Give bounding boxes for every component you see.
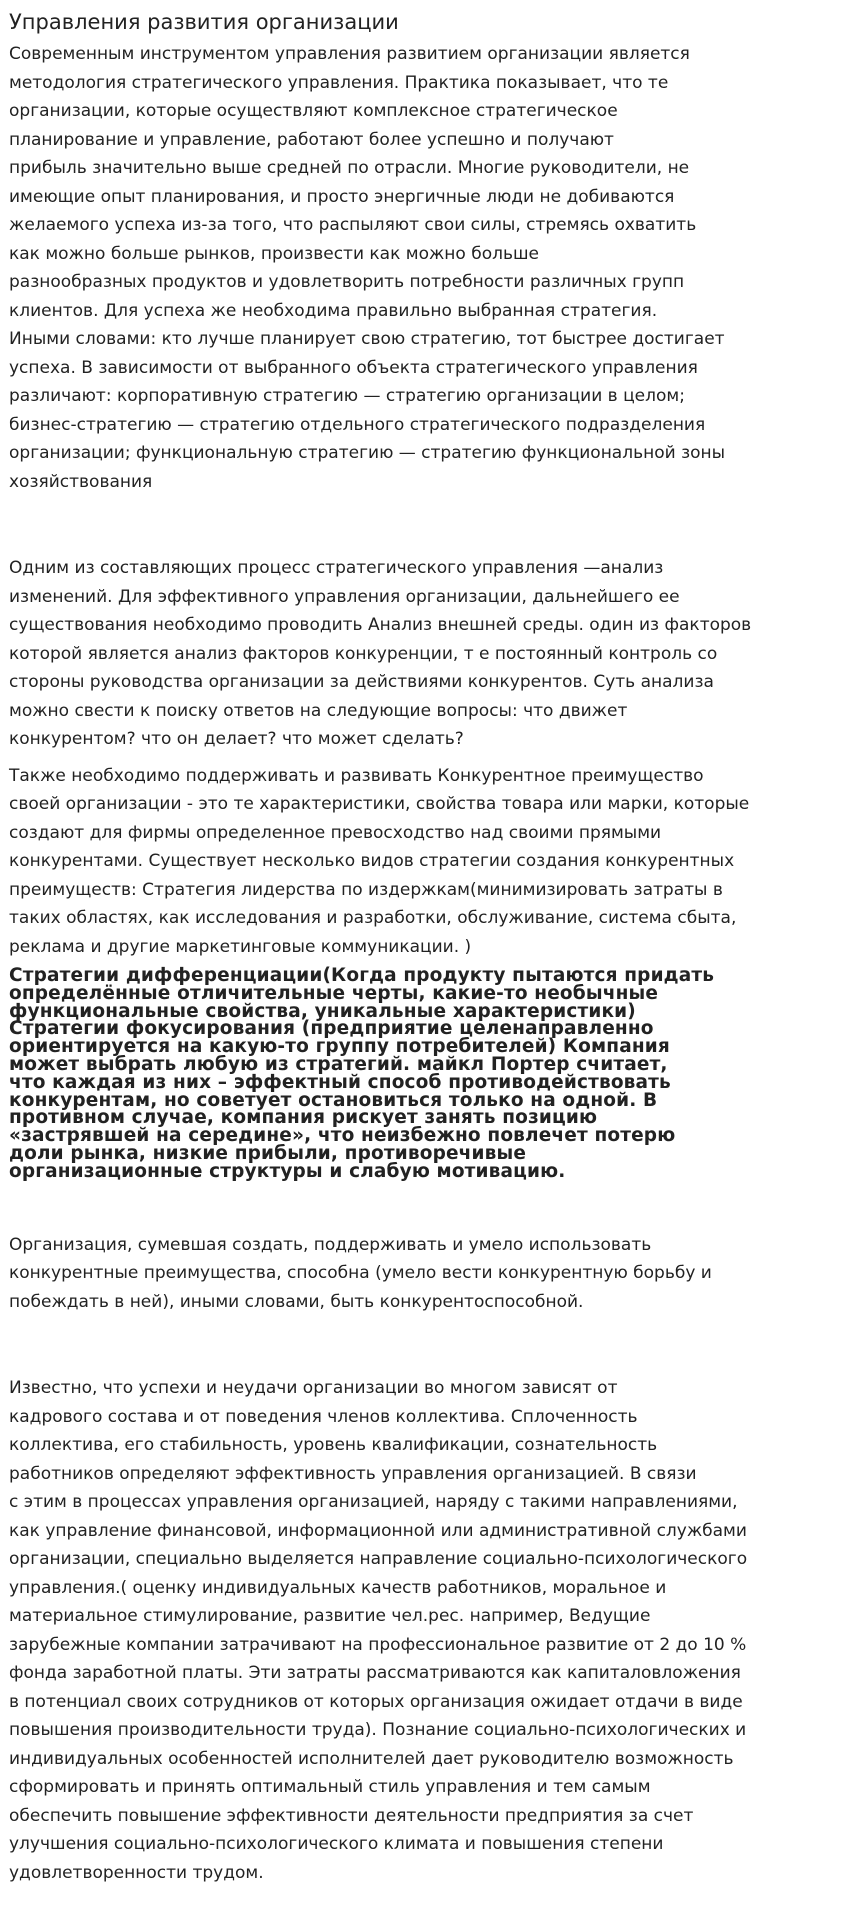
paragraph-change-analysis: Одним из составляющих процесс стратегического управления —анализ изменений. Для эффективного управления организации, дальнейшего ее существования необходимо проводить Анализ внешней среды. один из факторов которой является анализ факторов конкуренции, т е постоянный контроль со стороны руководства организации за действиями конкурентов. Суть анализа можно свести к поиску ответов на следующие вопросы: что движет конкурентом? что он делает? что может сделать? [9,558,752,749]
paragraph-competitiveness: Организация, сумевшая создать, поддерживать и умело использовать конкурентные преимущества, способна (умело вести конкурентную борьбу и побеждать в ней), иными словами, быть конкурентоспособной. [9,1234,712,1312]
paragraph-differentiation-strategies: Стратегии дифференциации(Когда продукту пытаются придать определённые отличительные черты, какие-то необычные функциональные свойства, уникальные характеристики) Стратегии фокусирования (предприятие целенаправленно ориентируется на какую-то группу потребителей) Компания может выбрать любую из стратегий. майкл Портер считает, что каждая из них – эффектный способ противодействовать конкурентам, но советует остановиться только на одной. В противном случае, компания рискует занять позицию «застрявшей на середине», что неизбежно повлечет потерю доли рынка, низкие прибыли, противоречивые организационные структуры и слабую мотивацию. [9,965,715,1182]
paragraph-competitive-advantage: Также необходимо поддерживать и развивать Конкурентное преимущество своей организации - это те характеристики, свойства товара или марки, которые создают для фирмы определенное превосходство над своими прямыми конкурентами. Существует несколько видов стратегии создания конкурентных преимуществ: Стратегия лидерства по издержкам(минимизировать затраты в таких областях, как исследования и разработки, обслуживание, система сбыта, реклама и другие маркетинговые коммуникации. ) [9,765,750,957]
paragraph-social-psychological-management: Известно, что успехи и неудачи организации во многом зависят от кадрового состава и от поведения членов коллектива. Сплоченность коллектива, его стабильность, уровень квалификации, сознательность работников определяют эффективность управления организацией. В связи с этим в процессах управления организацией, наряду с такими направлениями, как управление финансовой, информационной или административной службами организации, специально выделяется направление социально-психологического управления.( оценку индивидуальных качеств работников, моральное и материальное стимулирование, развитие чел.рес. например, Ведущие зарубежные компании затрачивают на профессиональное развитие от 2 до 10 % фонда заработной платы. Эти затраты рассматриваются как капиталовложения в потенциал своих сотрудников от которых организация ожидает отдачи в виде повышения производительности труда). Познание социально-психологических и индивидуальных особенностей исполнителей дает руководителю возможность сформировать и принять оптимальный стиль управления и тем самым обеспечить повышение эффективности деятельности предприятия за счет улучшения социально-психологического климата и повышения степени удовлетворенности трудом. [9,1378,748,1883]
page-title: Управления развития организации [9,10,399,34]
paragraph-strategic-management: Современным инструментом управления развитием организации является методология стратегического управления. Практика показывает, что те организации, которые осуществляют комплексное стратегическое планирование и управление, работают более успешно и получают прибыль значительно выше средней по отрасли. Многие руководители, не имеющие опыт планирования, и просто энергичные люди не добиваются желаемого успеха из-за того, что распыляют свои силы, стремясь охватить как можно больше рынков, произвести как можно больше разнообразных продуктов и удовлетворить потребности различных групп клиентов. Для успеха же необходима правильно выбранная стратегия. Иными словами: кто лучше планирует свою стратегию, тот быстрее достигает успеха. В зависимости от выбранного объекта стратегического управления различают: корпоративную стратегию — стратегию организации в целом; бизнес-стратегию — стратегию отдельного стратегического подразделения организации; функциональную стратегию — стратегию функциональной зоны хозяйствования [9,44,726,492]
